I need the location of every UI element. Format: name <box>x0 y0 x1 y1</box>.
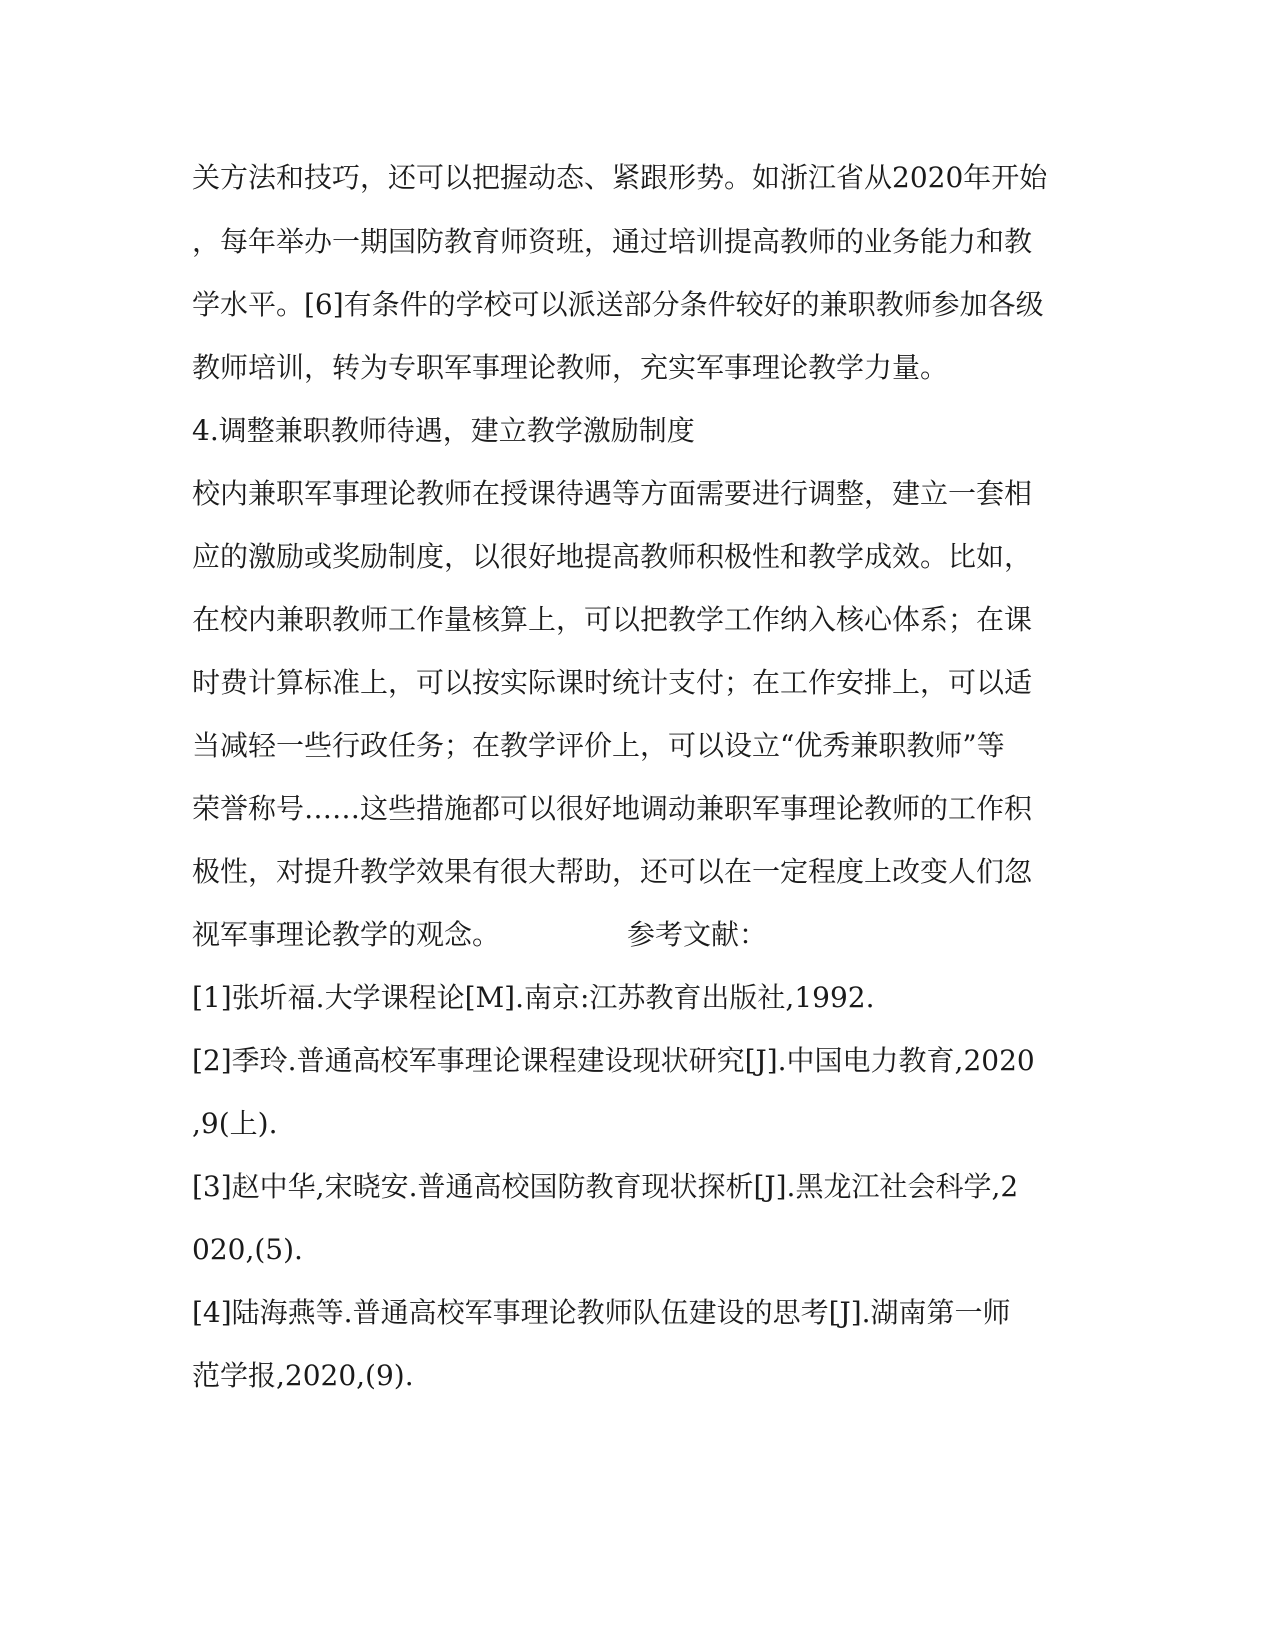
body-text-line: 在校内兼职教师工作量核算上，可以把教学工作纳入核心体系；在课 <box>192 603 1033 636</box>
body-text-line: 应的激励或奖励制度，以很好地提高教师积极性和教学成效。比如， <box>192 540 1033 573</box>
body-text-line: 视军事理论教学的观念。 <box>192 918 501 951</box>
body-text-line: 教师培训，转为专职军事理论教师，充实军事理论教学力量。 <box>192 351 949 384</box>
body-text-line: 极性，对提升教学效果有很大帮助，还可以在一定程度上改变人们忽 <box>192 855 1033 888</box>
reference-entry: 020,(5). <box>192 1233 303 1266</box>
body-text-line: 当减轻一些行政任务；在教学评价上，可以设立“优秀兼职教师”等 <box>192 729 1005 762</box>
body-text-line: 校内兼职军事理论教师在授课待遇等方面需要进行调整，建立一套相 <box>192 477 1033 510</box>
references-heading: 参考文献： <box>627 918 768 951</box>
body-text-line: 荣誉称号……这些措施都可以很好地调动兼职军事理论教师的工作积 <box>192 792 1033 825</box>
body-text-line: 时费计算标准上，可以按实际课时统计支付；在工作安排上，可以适 <box>192 666 1033 699</box>
reference-entry: [3]赵中华,宋晓安.普通高校国防教育现状探析[J].黑龙江社会科学,2 <box>192 1170 1019 1203</box>
body-text-line: ，每年举办一期国防教育师资班，通过培训提高教师的业务能力和教 <box>192 225 1033 258</box>
reference-entry: [4]陆海燕等.普通高校军事理论教师队伍建设的思考[J].湖南第一师 <box>192 1296 1011 1329</box>
body-text-line: 学水平。[6]有条件的学校可以派送部分条件较好的兼职教师参加各级 <box>192 288 1044 321</box>
reference-entry: [2]季玲.普通高校军事理论课程建设现状研究[J].中国电力教育,2020 <box>192 1044 1035 1077</box>
section-heading: 4.调整兼职教师待遇，建立教学激励制度 <box>192 414 695 447</box>
body-text-line: 关方法和技巧，还可以把握动态、紧跟形势。如浙江省从2020年开始 <box>192 161 1048 194</box>
reference-entry: 范学报,2020,(9). <box>192 1359 414 1392</box>
reference-entry: ,9(上). <box>192 1107 278 1140</box>
reference-entry: [1]张圻福.大学课程论[M].南京:江苏教育出版社,1992. <box>192 981 875 1014</box>
